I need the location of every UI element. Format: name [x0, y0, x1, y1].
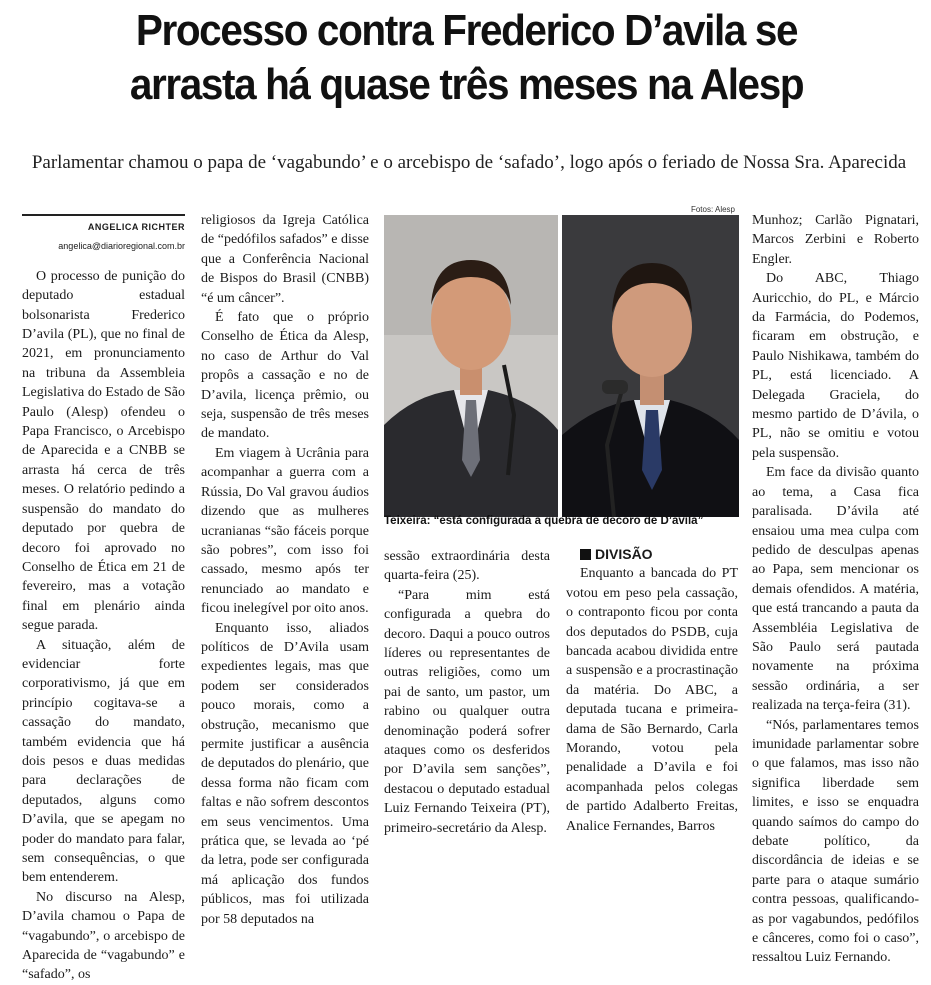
paragraph: sessão extraordinária desta quarta-feira (25).	[384, 549, 550, 584]
headline-line-1: Processo contra Frederico D’avila se	[135, 6, 798, 55]
photo-credit: Fotos: Alesp	[690, 205, 735, 214]
section-heading	[566, 545, 738, 564]
headline	[50, 4, 883, 112]
headline-line-2: arrasta há quase três meses na Alesp	[129, 60, 804, 109]
paragraph: Enquanto a bancada do PT votou em peso pela cassação, o contraponto ficou por conta dos deputados do PSDB, cuja bancada acabou dividida entre a suspensão e a procrastinação da matéria. Do ABC, a deputada tucana e primeira-dama de São Bernardo, Carla Morando, votou pela penalidade a D’avila e foi acompanhada pelos colegas de partido Adalberto Freitas, Analice Fernandes, Barros	[566, 566, 738, 834]
photo-block	[384, 205, 739, 539]
paragraph: Do ABC, Thiago Auricchio, do PL, e Márcio da Farmácia, do Podemos, ficaram em obstrução, e Paulo Nishikawa, também do PL, está licenciado. A Delegada Graciela, do mesmo partido de D’ávila, o PL, não se omitiu e votou pela suspensão.	[752, 271, 919, 461]
paragraph: “Nós, parlamentares temos imunidade parlamentar sobre o que falamos, mas isso não significa liberdade sem limites, e isso se enquadra quando saímos do campo do debate político, da discordância de ideias e se parte para o ataque sumário contra pessoas, qualificando-as por vagabundos, pedófilos e cânceres, como foi o caso”, ressaltou Luiz Fernando.	[752, 717, 919, 966]
subtitle: Parlamentar chamou o papa de ‘vagabundo’ e o arcebispo de ‘safado’, logo após o feriado de Nossa Sra. Aparecida	[31, 152, 907, 173]
column-5	[752, 211, 919, 968]
byline	[22, 214, 185, 257]
column-4	[566, 545, 738, 836]
column-1	[22, 214, 185, 985]
photo-davila	[562, 215, 739, 517]
paragraph: No discurso na Alesp, D’avila chamou o Papa de “vagabundo”, o arcebispo de Aparecida de “vagabundo” e “safado”, os	[22, 889, 185, 983]
column-3	[384, 547, 550, 838]
column-2	[201, 211, 369, 929]
paragraph: A situação, além de evidenciar forte corporativismo, já que em princípio cogitava-se a cassação do mandato, também evidencia que há dois pesos e duas medidas para declarações de deputados, alguns como D’avila, que se apegam no poder do mandato para falar, sem consequências, o que bem entenderem.	[22, 637, 185, 886]
photo-teixeira	[384, 215, 558, 517]
photo-davila-illustration	[562, 215, 739, 517]
photo-teixeira-illustration	[384, 215, 558, 517]
paragraph: Em face da divisão quanto ao tema, a Casa fica paralisada. D’ávila até ensaiou uma mea culpa com pedido de desculpas apenas ao Papa, sem mencionar os demais ofendidos. A matéria, que está trancando a pauta da Assembléia Legislativa de São Paulo será pautada novamente na próxima sessão ordinária, a ser realizada na terça-feira (31).	[752, 465, 919, 714]
paragraph: Munhoz; Carlão Pignatari, Marcos Zerbini e Roberto Engler.	[752, 213, 919, 267]
paragraph: O processo de punição do deputado estadual bolsonarista Frederico D’avila (PL), que no final de 2021, em pronunciamento na tribuna da Assembleia Legislativa do Estado de São Paulo (Alesp) ofendeu o Papa Francisco, o Arcebispo de Aparecida e a CNBB se arrasta há cerca de três meses. O relatório pedindo a suspensão do mandato do deputado por quebra de decoro foi aprovado no Conselho de Ética em 21 de fevereiro, mas a votação final em plenário ainda segue parada.	[22, 268, 185, 634]
paragraph: É fato que o próprio Conselho de Ética da Alesp, no caso de Arthur do Val propôs a cassação e no de D’avila, licença prêmio, ou seja, suspensão de três meses de mandato.	[201, 310, 369, 442]
paragraph: “Para mim está configurada a quebra do decoro. Daqui a pouco outros líderes ou representantes de outras religiões, como um pai de santo, um pastor, um rabino ou qualquer outra denominação poderá sofrer ataques como os desferidos por D’avila sem sanções”, destacou o deputado estadual Luiz Fernando Teixeira (PT), primeiro-secretário da Alesp.	[384, 587, 550, 836]
paragraph: religiosos da Igreja Católica de “pedófilos safados” e disse que a Conferência Nacional de Bispos do Brasil (CNBB) “é um câncer”.	[201, 213, 369, 306]
author-name: ANGELICA RICHTER	[87, 222, 185, 232]
paragraph: Em viagem à Ucrânia para acompanhar a guerra com a Rússia, Do Val gravou áudios dizendo que as mulheres ucranianas “são fáceis porque são pobres”, com isso foi cassado, mesmo após ter renunciado ao mandato e ficou inelegível por oito anos.	[201, 445, 369, 617]
square-bullet-icon	[580, 549, 591, 560]
paragraph: Enquanto isso, aliados políticos de D’Avila usam expedientes legais, mas que podem ser considerados pouco morais, como a obstrução, mecanismo que permite justificar a ausência de deputados do plenário, que dessa forma não ficam com faltas e não sofrem descontos em seus vencimentos. Uma prática que, se levada ao ‘pé da letra, pode ser configurada má aplicação dos fundos públicos, mas foi utilizada por 58 deputados na	[201, 620, 369, 927]
photo-caption: Teixeira: “está configurada a quebra de decoro de D’avila”	[384, 515, 704, 527]
section-heading-text: DIVISÃO	[595, 546, 653, 562]
author-email[interactable]: angelica@diarioregional.com.br	[58, 241, 185, 252]
